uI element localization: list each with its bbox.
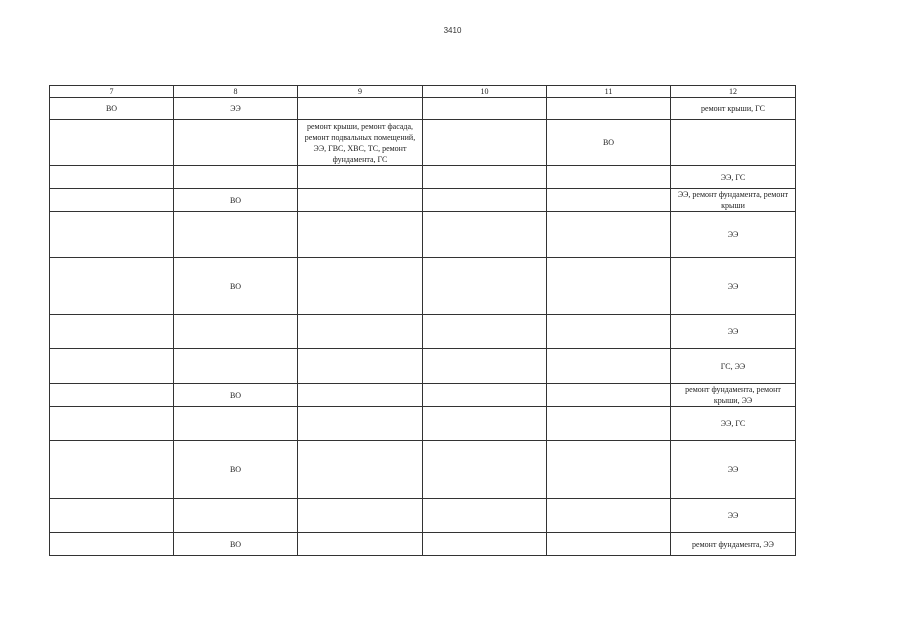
table-cell [298, 166, 423, 189]
table-cell [547, 212, 671, 258]
table-cell [298, 407, 423, 441]
repair-table [49, 85, 796, 556]
table-cell [423, 533, 547, 556]
cell-text: ЭЭ [727, 281, 739, 291]
table-cell [423, 315, 547, 349]
table-cell [423, 98, 547, 120]
cell-text: ВО [602, 138, 615, 147]
table-cell [174, 258, 298, 315]
table-cell [298, 189, 423, 212]
column-header: 12 [671, 86, 796, 98]
column-header: 7 [50, 86, 174, 98]
table-cell [423, 120, 547, 166]
table-cell [174, 407, 298, 441]
cell-text: ЭЭ [727, 465, 739, 474]
table-cell [671, 384, 796, 407]
table-cell [50, 315, 174, 349]
table-cell [547, 441, 671, 499]
table-body [50, 98, 796, 556]
cell-text: ВО [229, 465, 242, 474]
table-row [50, 189, 796, 212]
table-cell [547, 166, 671, 189]
table-cell [547, 189, 671, 212]
table-cell [50, 441, 174, 499]
cell-text: ЭЭ, ремонт фундамента, ремонт крыши [677, 190, 789, 210]
table-cell [298, 349, 423, 384]
table-row [50, 315, 796, 349]
table-cell [671, 499, 796, 533]
table-cell [423, 212, 547, 258]
table-cell [547, 120, 671, 166]
table-cell [174, 533, 298, 556]
table-cell [174, 384, 298, 407]
table-cell [50, 407, 174, 441]
table-cell [50, 212, 174, 258]
table-cell [423, 384, 547, 407]
table-cell [174, 499, 298, 533]
table-cell [671, 212, 796, 258]
cell-text: ЭЭ, ГС [720, 172, 746, 182]
cell-text: ГС, ЭЭ [720, 361, 746, 371]
cell-text: ВО [229, 195, 242, 205]
cell-text: ремонт крыши, ГС [701, 104, 765, 113]
table-cell [547, 349, 671, 384]
table-row [50, 258, 796, 315]
table-row [50, 407, 796, 441]
table-row [50, 349, 796, 384]
table-cell [50, 166, 174, 189]
cell-text: ремонт крыши, ремонт фасада, ремонт подвальных помещений, ЭЭ, ГВС, ХВС, ТС, ремонт фундамента, ГС [304, 121, 416, 164]
table-row [50, 166, 796, 189]
table-cell [50, 499, 174, 533]
table-cell [50, 258, 174, 315]
table-cell [423, 441, 547, 499]
table-cell [547, 315, 671, 349]
table-cell [547, 533, 671, 556]
table-cell [671, 349, 796, 384]
table-row [50, 120, 796, 166]
table-row [50, 533, 796, 556]
table-cell [174, 98, 298, 120]
table-cell [50, 533, 174, 556]
table-cell [298, 212, 423, 258]
table-cell [174, 166, 298, 189]
cell-text: ремонт фундамента, ремонт крыши, ЭЭ [685, 385, 781, 405]
table-cell [298, 315, 423, 349]
table-cell [547, 98, 671, 120]
table-cell [298, 258, 423, 315]
table-cell [671, 441, 796, 499]
table-cell [50, 98, 174, 120]
table-cell [671, 407, 796, 441]
table-cell [50, 349, 174, 384]
page-number: 3410 [443, 26, 462, 35]
table-cell [174, 120, 298, 166]
table-cell [298, 120, 423, 166]
table-cell [298, 98, 423, 120]
table-cell [671, 166, 796, 189]
table-cell [547, 407, 671, 441]
cell-text: ВО [229, 539, 242, 549]
table-cell [671, 98, 796, 120]
table-cell [298, 384, 423, 407]
cell-text: ВО [105, 104, 118, 113]
table-cell [50, 189, 174, 212]
table-row [50, 384, 796, 407]
column-header: 11 [547, 86, 671, 98]
table-cell [671, 120, 796, 166]
table-cell [671, 189, 796, 212]
table-cell [423, 349, 547, 384]
table-cell [423, 189, 547, 212]
cell-text: ЭЭ [727, 230, 739, 239]
cell-text: ЭЭ [727, 511, 739, 520]
cell-text: ЭЭ [727, 327, 739, 336]
table-cell [671, 258, 796, 315]
table-cell [671, 315, 796, 349]
table-cell [50, 384, 174, 407]
table-row [50, 441, 796, 499]
table-cell [174, 212, 298, 258]
column-header: 9 [298, 86, 423, 98]
table-cell [174, 315, 298, 349]
cell-text: ремонт фундамента, ЭЭ [692, 539, 774, 549]
table-cell [671, 533, 796, 556]
table-cell [423, 258, 547, 315]
cell-text: ЭЭ, ГС [720, 419, 746, 428]
table-cell [423, 499, 547, 533]
header-row [50, 86, 796, 98]
table-cell [547, 258, 671, 315]
table-cell [298, 533, 423, 556]
cell-text: ВО [229, 281, 242, 291]
table-row [50, 98, 796, 120]
cell-text: ВО [229, 390, 242, 400]
table-cell [298, 499, 423, 533]
table-cell [174, 441, 298, 499]
table-row [50, 212, 796, 258]
table-cell [547, 499, 671, 533]
table-cell [174, 349, 298, 384]
table-cell [423, 166, 547, 189]
table-row [50, 499, 796, 533]
table-cell [50, 120, 174, 166]
table-cell [174, 189, 298, 212]
table-cell [298, 441, 423, 499]
table-cell [547, 384, 671, 407]
column-header: 8 [174, 86, 298, 98]
column-header: 10 [423, 86, 547, 98]
table-cell [423, 407, 547, 441]
cell-text: ЭЭ [230, 104, 241, 113]
